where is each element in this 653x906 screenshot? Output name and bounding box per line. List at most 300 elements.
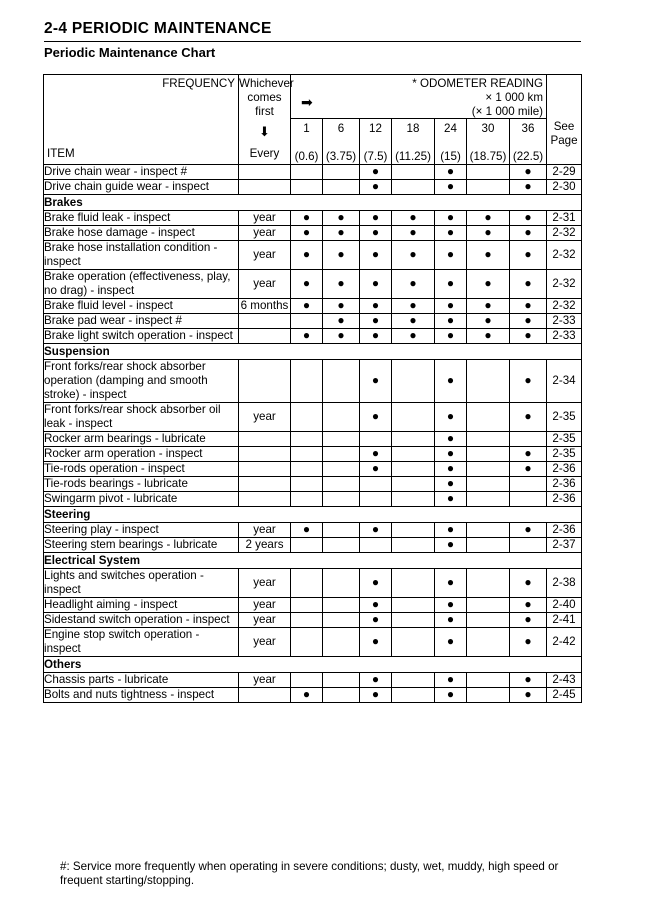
every-interval [239, 432, 291, 447]
table-row [44, 299, 582, 314]
service-mark-cell [510, 241, 547, 270]
bullet-icon: ● [446, 313, 455, 327]
every-interval: 6 months [239, 299, 291, 314]
bullet-icon: ● [446, 373, 455, 387]
empty-cell [467, 598, 510, 613]
empty-cell [291, 628, 323, 657]
bullet-icon: ● [371, 672, 380, 686]
see-page-ref: 2-40 [547, 598, 582, 613]
service-mark-cell [510, 523, 547, 538]
bullet-icon: ● [524, 634, 532, 648]
item-name: Brake hose damage - inspect [44, 226, 239, 241]
empty-cell [467, 360, 510, 403]
bullet-icon: ● [524, 446, 532, 460]
every-interval: year [239, 613, 291, 628]
empty-cell [291, 492, 323, 507]
empty-cell [392, 360, 435, 403]
service-mark-cell [510, 299, 547, 314]
service-mark-cell [510, 165, 547, 180]
service-mark-cell [435, 688, 467, 703]
bullet-icon: ● [446, 210, 455, 224]
empty-cell [467, 403, 510, 432]
bullet-icon: ● [446, 537, 455, 551]
odometer-reading-label: * ODOMETER READING [412, 77, 544, 90]
table-row [44, 329, 582, 344]
see-page-ref: 2-32 [547, 270, 582, 299]
table-row [44, 360, 582, 403]
service-mark-cell [467, 299, 510, 314]
table-row [44, 569, 582, 598]
bullet-icon: ● [371, 313, 380, 327]
empty-cell [323, 628, 360, 657]
service-mark-cell [435, 447, 467, 462]
bullet-icon: ● [524, 225, 532, 239]
bullet-icon: ● [446, 597, 455, 611]
interval-km: 18 [406, 122, 420, 135]
service-mark-cell [360, 403, 392, 432]
empty-cell [392, 673, 435, 688]
bullet-icon: ● [484, 298, 492, 312]
service-mark-cell [435, 569, 467, 598]
bullet-icon: ● [302, 298, 311, 312]
empty-cell [467, 538, 510, 553]
empty-cell [392, 180, 435, 195]
odometer-km-unit: × 1 000 km [485, 91, 544, 104]
every-interval [239, 329, 291, 344]
every-interval: year [239, 211, 291, 226]
item-name: Brake operation (effectiveness, play, no drag) - inspect [44, 270, 239, 299]
service-mark-cell [435, 673, 467, 688]
interval-km: 12 [369, 122, 382, 135]
item-name: Tie-rods operation - inspect [44, 462, 239, 477]
item-name: Lights and switches operation - inspect [44, 569, 239, 598]
interval-km: 30 [481, 122, 495, 135]
bullet-icon: ● [409, 276, 417, 290]
service-mark-cell [360, 270, 392, 299]
service-mark-cell [467, 241, 510, 270]
service-mark-cell [435, 477, 467, 492]
bullet-icon: ● [302, 210, 311, 224]
service-mark-cell [360, 688, 392, 703]
bullet-icon: ● [446, 672, 455, 686]
see-page-ref: 2-42 [547, 628, 582, 657]
service-mark-cell [360, 314, 392, 329]
service-mark-cell [510, 270, 547, 299]
category-label: Brakes [44, 195, 582, 211]
service-mark-cell [323, 226, 360, 241]
service-mark-cell [291, 299, 323, 314]
bullet-icon: ● [484, 313, 492, 327]
category-row [44, 344, 582, 360]
service-mark-cell [291, 329, 323, 344]
service-mark-cell [392, 329, 435, 344]
bullet-icon: ● [524, 298, 532, 312]
maintenance-chart-table [43, 74, 582, 703]
interval-mile: (3.75) [325, 150, 357, 163]
service-mark-cell [360, 299, 392, 314]
empty-cell [323, 538, 360, 553]
empty-cell [467, 673, 510, 688]
empty-cell [467, 165, 510, 180]
interval-header-30 [467, 119, 510, 165]
item-name: Brake fluid leak - inspect [44, 211, 239, 226]
category-row [44, 195, 582, 211]
bullet-icon: ● [484, 210, 492, 224]
item-name: Sidestand switch operation - inspect [44, 613, 239, 628]
see-page-header [547, 75, 582, 165]
empty-cell [392, 462, 435, 477]
bullet-icon: ● [446, 634, 455, 648]
every-interval: year [239, 523, 291, 538]
frequency-label: FREQUENCY [162, 77, 235, 90]
interval-header-12 [360, 119, 392, 165]
bullet-icon: ● [371, 247, 380, 261]
bullet-icon: ● [371, 179, 380, 193]
whichever-header [239, 75, 294, 165]
table-row [44, 270, 582, 299]
service-mark-cell [435, 299, 467, 314]
bullet-icon: ● [446, 431, 455, 445]
bullet-icon: ● [371, 298, 380, 312]
bullet-icon: ● [302, 328, 311, 342]
service-mark-cell [360, 211, 392, 226]
empty-cell [291, 314, 323, 329]
item-name: Brake hose installation condition - inspect [44, 241, 239, 270]
table-row [44, 403, 582, 432]
service-mark-cell [435, 241, 467, 270]
see-page-ref: 2-32 [547, 241, 582, 270]
table-row [44, 492, 582, 507]
service-mark-cell [467, 270, 510, 299]
service-mark-cell [467, 211, 510, 226]
empty-cell [291, 569, 323, 598]
empty-cell [467, 569, 510, 598]
service-mark-cell [323, 241, 360, 270]
service-mark-cell [323, 299, 360, 314]
empty-cell [323, 403, 360, 432]
item-name: Drive chain wear - inspect # [44, 165, 239, 180]
service-mark-cell [360, 165, 392, 180]
item-name: Chassis parts - lubricate [44, 673, 239, 688]
table-row [44, 523, 582, 538]
empty-cell [291, 598, 323, 613]
every-interval [239, 165, 291, 180]
empty-cell [392, 688, 435, 703]
empty-cell [510, 477, 547, 492]
bullet-icon: ● [409, 313, 417, 327]
every-interval: year [239, 569, 291, 598]
bullet-icon: ● [371, 446, 380, 460]
empty-cell [291, 613, 323, 628]
interval-mile: (22.5) [512, 150, 544, 163]
bullet-icon: ● [337, 247, 345, 261]
empty-cell [392, 432, 435, 447]
empty-cell [291, 477, 323, 492]
bullet-icon: ● [446, 179, 455, 193]
item-name: Brake fluid level - inspect [44, 299, 239, 314]
bullet-icon: ● [446, 164, 455, 178]
service-mark-cell [360, 447, 392, 462]
bullet-icon: ● [446, 575, 455, 589]
item-name: Rocker arm bearings - lubricate [44, 432, 239, 447]
empty-cell [467, 432, 510, 447]
bullet-icon: ● [371, 328, 380, 342]
bullet-icon: ● [302, 522, 311, 536]
empty-cell [392, 628, 435, 657]
every-label: Every [249, 147, 280, 160]
bullet-icon: ● [371, 634, 380, 648]
service-mark-cell [510, 569, 547, 598]
service-mark-cell [510, 613, 547, 628]
bullet-icon: ● [524, 313, 532, 327]
service-mark-cell [510, 598, 547, 613]
service-mark-cell [360, 226, 392, 241]
empty-cell [323, 360, 360, 403]
service-mark-cell [360, 180, 392, 195]
bullet-icon: ● [409, 225, 417, 239]
every-interval [239, 462, 291, 477]
see-page-ref: 2-36 [547, 492, 582, 507]
interval-mile: (7.5) [363, 150, 388, 163]
service-mark-cell [435, 165, 467, 180]
interval-mile: (15) [440, 150, 461, 163]
table-row [44, 598, 582, 613]
empty-cell [323, 688, 360, 703]
empty-cell [392, 569, 435, 598]
bullet-icon: ● [446, 298, 455, 312]
see-page-ref: 2-31 [547, 211, 582, 226]
service-mark-cell [435, 180, 467, 195]
empty-cell [323, 673, 360, 688]
chart-title: Periodic Maintenance Chart [44, 45, 216, 60]
service-mark-cell [360, 360, 392, 403]
bullet-icon: ● [524, 409, 532, 423]
item-name: Swingarm pivot - lubricate [44, 492, 239, 507]
bullet-icon: ● [371, 276, 380, 290]
empty-cell [392, 447, 435, 462]
empty-cell [392, 165, 435, 180]
category-row [44, 553, 582, 569]
every-interval [239, 360, 291, 403]
service-mark-cell [510, 360, 547, 403]
table-row [44, 211, 582, 226]
bullet-icon: ● [524, 247, 532, 261]
bullet-icon: ● [446, 687, 455, 701]
every-interval: year [239, 403, 291, 432]
service-mark-cell [392, 314, 435, 329]
service-mark-cell [435, 613, 467, 628]
bullet-icon: ● [409, 247, 417, 261]
see-page-ref: 2-33 [547, 314, 582, 329]
item-name: Front forks/rear shock absorber oil leak - inspect [44, 403, 239, 432]
service-mark-cell [435, 462, 467, 477]
header-row-top [44, 75, 582, 119]
item-name: Drive chain guide wear - inspect [44, 180, 239, 195]
bullet-icon: ● [484, 225, 492, 239]
service-mark-cell [435, 270, 467, 299]
service-mark-cell [291, 241, 323, 270]
service-mark-cell [392, 241, 435, 270]
service-mark-cell [392, 299, 435, 314]
empty-cell [323, 477, 360, 492]
service-mark-cell [510, 329, 547, 344]
bullet-icon: ● [484, 328, 492, 342]
empty-cell [510, 492, 547, 507]
bullet-icon: ● [524, 328, 532, 342]
empty-cell [323, 165, 360, 180]
category-label: Others [44, 657, 582, 673]
category-row [44, 507, 582, 523]
see-page-ref: 2-43 [547, 673, 582, 688]
bullet-icon: ● [337, 328, 345, 342]
section-title: 2-4 PERIODIC MAINTENANCE [44, 20, 272, 37]
bullet-icon: ● [302, 225, 311, 239]
empty-cell [291, 462, 323, 477]
every-interval [239, 180, 291, 195]
service-mark-cell [510, 447, 547, 462]
item-name: Tie-rods bearings - lubricate [44, 477, 239, 492]
every-interval: year [239, 628, 291, 657]
service-mark-cell [510, 628, 547, 657]
empty-cell [467, 492, 510, 507]
empty-cell [291, 403, 323, 432]
table-row [44, 432, 582, 447]
empty-cell [323, 492, 360, 507]
item-name: Headlight aiming - inspect [44, 598, 239, 613]
table-row [44, 226, 582, 241]
bullet-icon: ● [409, 328, 417, 342]
bullet-icon: ● [371, 597, 380, 611]
empty-cell [467, 613, 510, 628]
service-mark-cell [360, 628, 392, 657]
service-mark-cell [323, 314, 360, 329]
bullet-icon: ● [302, 276, 311, 290]
service-mark-cell [360, 462, 392, 477]
service-mark-cell [510, 211, 547, 226]
service-mark-cell [435, 226, 467, 241]
empty-cell [360, 477, 392, 492]
service-mark-cell [467, 329, 510, 344]
bullet-icon: ● [446, 612, 455, 626]
bullet-icon: ● [524, 575, 532, 589]
bullet-icon: ● [446, 461, 455, 475]
bullet-icon: ● [524, 672, 532, 686]
empty-cell [392, 477, 435, 492]
interval-km: 6 [337, 122, 345, 135]
right-arrow-icon: ➡ [301, 94, 313, 110]
bullet-icon: ● [409, 298, 417, 312]
table-row [44, 241, 582, 270]
empty-cell [467, 462, 510, 477]
bullet-icon: ● [446, 276, 455, 290]
empty-cell [323, 613, 360, 628]
bullet-icon: ● [371, 409, 380, 423]
table-row [44, 538, 582, 553]
bullet-icon: ● [446, 522, 455, 536]
empty-cell [467, 628, 510, 657]
see-page-ref: 2-32 [547, 299, 582, 314]
page-label: Page [550, 134, 578, 147]
service-mark-cell [435, 360, 467, 403]
interval-km: 24 [444, 122, 457, 135]
interval-km: 36 [521, 122, 535, 135]
bullet-icon: ● [446, 328, 455, 342]
whichever-text-1: Whichever [239, 77, 294, 90]
item-name: Engine stop switch operation - inspect [44, 628, 239, 657]
service-mark-cell [435, 314, 467, 329]
interval-header-36 [510, 119, 547, 165]
category-row [44, 657, 582, 673]
empty-cell [291, 180, 323, 195]
service-mark-cell [360, 329, 392, 344]
category-label: Steering [44, 507, 582, 523]
see-page-ref: 2-33 [547, 329, 582, 344]
see-page-ref: 2-36 [547, 477, 582, 492]
every-interval: year [239, 673, 291, 688]
empty-cell [323, 180, 360, 195]
service-mark-cell [435, 211, 467, 226]
interval-header-18 [392, 119, 435, 165]
service-mark-cell [435, 403, 467, 432]
see-label: See [553, 120, 575, 133]
every-interval [239, 447, 291, 462]
bullet-icon: ● [371, 687, 380, 701]
bullet-icon: ● [524, 373, 532, 387]
service-mark-cell [392, 211, 435, 226]
bullet-icon: ● [484, 247, 492, 261]
every-interval: 2 years [239, 538, 291, 553]
every-interval [239, 477, 291, 492]
service-mark-cell [291, 270, 323, 299]
service-mark-cell [392, 270, 435, 299]
empty-cell [392, 613, 435, 628]
see-page-ref: 2-45 [547, 688, 582, 703]
bullet-icon: ● [371, 373, 380, 387]
empty-cell [291, 447, 323, 462]
bullet-icon: ● [524, 210, 532, 224]
service-mark-cell [510, 673, 547, 688]
empty-cell [392, 538, 435, 553]
bullet-icon: ● [446, 225, 455, 239]
interval-mile: (0.6) [294, 150, 319, 163]
bullet-icon: ● [446, 476, 455, 490]
category-label: Electrical System [44, 553, 582, 569]
odometer-header [291, 75, 547, 119]
empty-cell [510, 432, 547, 447]
table-row [44, 673, 582, 688]
empty-cell [467, 523, 510, 538]
service-mark-cell [323, 211, 360, 226]
service-mark-cell [291, 211, 323, 226]
item-name: Brake pad wear - inspect # [44, 314, 239, 329]
see-page-ref: 2-41 [547, 613, 582, 628]
service-mark-cell [360, 598, 392, 613]
empty-cell [392, 492, 435, 507]
see-page-ref: 2-29 [547, 165, 582, 180]
table-row [44, 165, 582, 180]
interval-km: 1 [303, 122, 310, 135]
interval-header-6 [323, 119, 360, 165]
bullet-icon: ● [371, 522, 380, 536]
table-row [44, 688, 582, 703]
whichever-text-2: comes [247, 91, 282, 104]
empty-cell [392, 598, 435, 613]
item-name: Brake light switch operation - inspect [44, 329, 239, 344]
service-mark-cell [291, 523, 323, 538]
see-page-ref: 2-36 [547, 462, 582, 477]
title-rule [44, 41, 581, 42]
every-interval: year [239, 226, 291, 241]
